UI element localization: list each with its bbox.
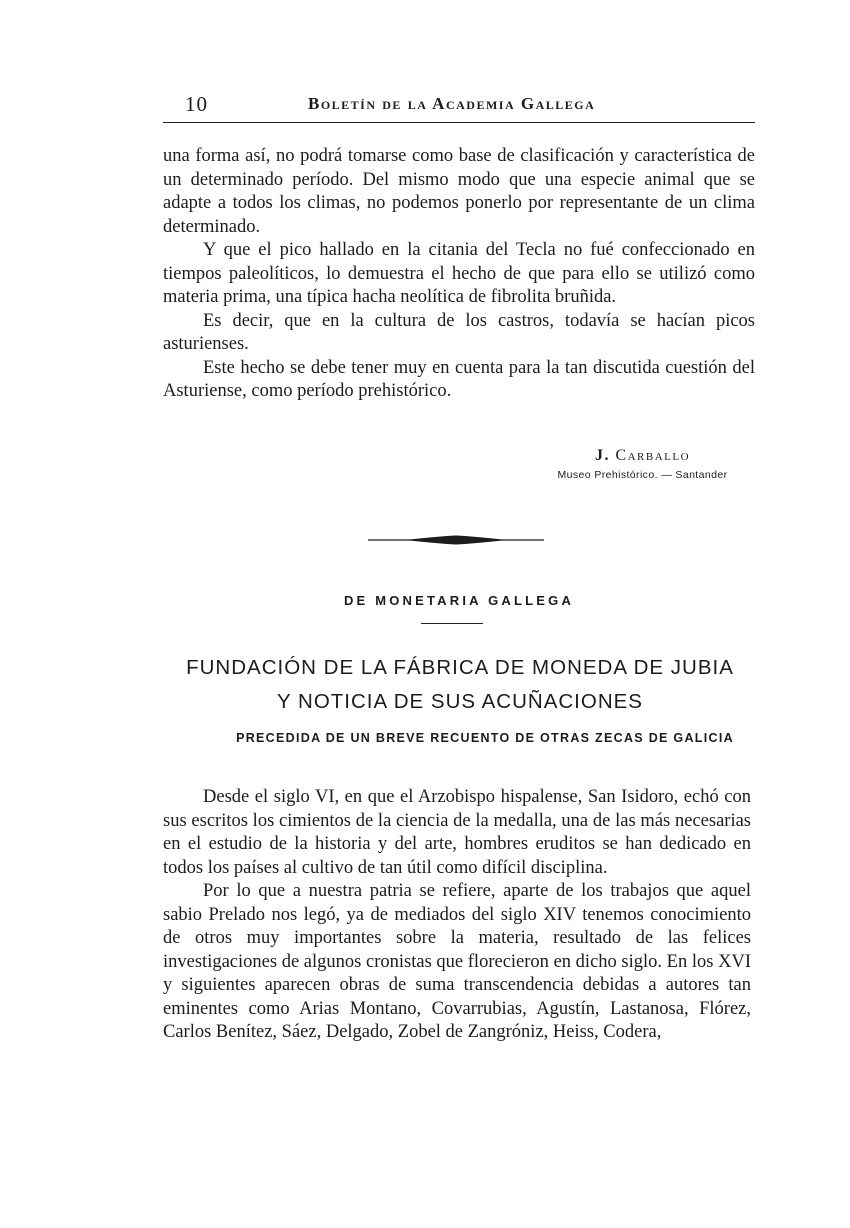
article-title-line-2: Y NOTICIA DE SUS ACUÑACIONES — [277, 690, 643, 713]
paragraph: Por lo que a nuestra patria se refiere, aparte de los trabajos que aquel sabio Prelado nos legó, ya de mediados del siglo XIV tenemos conocimiento de otros muy importantes sobre la materia, resultado de las felices investigaciones de algunos cronistas que florecieron en dicho siglo. En los XVI y siguientes aparecen obras de suma transcendencia debidas a autores tan eminentes como Arias Montano, Covarrubias, Agustín, Lastanosa, Flórez, Carlos Benítez, Sáez, Delgado, Zobel de Zangróniz, Heiss, Codera, — [163, 881, 751, 1042]
section-divider-ornament — [366, 530, 546, 550]
paragraph: Desde el siglo VI, en que el Arzobispo hispalense, San Isidoro, echó con sus escritos los cimientos de la ciencia de la medalla, una de las más necesarias en el estudio de la historia y del arte, hombres eruditos se han dedicado en todos los países al cultivo de tan útil como difícil disciplina. — [163, 787, 751, 878]
paragraph-continuation: una forma así, no podrá tomarse como base de clasificación y característica de un determinado período. Del mismo modo que una especie animal que se adapte a todos los climas, no podemos ponerlo por representante de un clima determinado. — [163, 146, 755, 237]
running-header — [163, 92, 755, 123]
paragraph: Y que el pico hallado en la citania del Tecla no fué confeccionado en tiempos paleolíticos, lo demuestra el hecho de que para ello se utilizó como materia prima, una típica hacha neolítica de fibrolita bruñida. — [163, 240, 755, 307]
author-initial: J. — [594, 447, 610, 464]
page-number: 10 — [185, 92, 208, 116]
article-subtitle: PRECEDIDA DE UN BREVE RECUENTO DE OTRAS ZECAS DE GALICIA — [236, 731, 734, 745]
author-signature — [540, 447, 745, 481]
article-title-line-1: FUNDACIÓN DE LA FÁBRICA DE MONEDA DE JUBIA — [186, 656, 734, 679]
paragraph: Es decir, que en la cultura de los castros, todavía se hacían picos asturienses. — [163, 310, 755, 354]
article-title — [120, 651, 800, 719]
section-label: DE MONETARIA GALLEGA — [343, 593, 575, 608]
section-rule — [421, 623, 483, 624]
author-surname: Carballo — [615, 447, 691, 464]
author-affiliation: Museo Prehistórico. — Santander — [557, 469, 728, 481]
paragraph: Este hecho se debe tener muy en cuenta para la tan discutida cuestión del Asturiense, como período prehistórico. — [163, 357, 755, 401]
previous-article-text — [163, 145, 755, 404]
article-body-text — [163, 786, 751, 1045]
author-name — [540, 447, 745, 465]
journal-title: Boletín de la Academia Gallega — [308, 94, 596, 113]
